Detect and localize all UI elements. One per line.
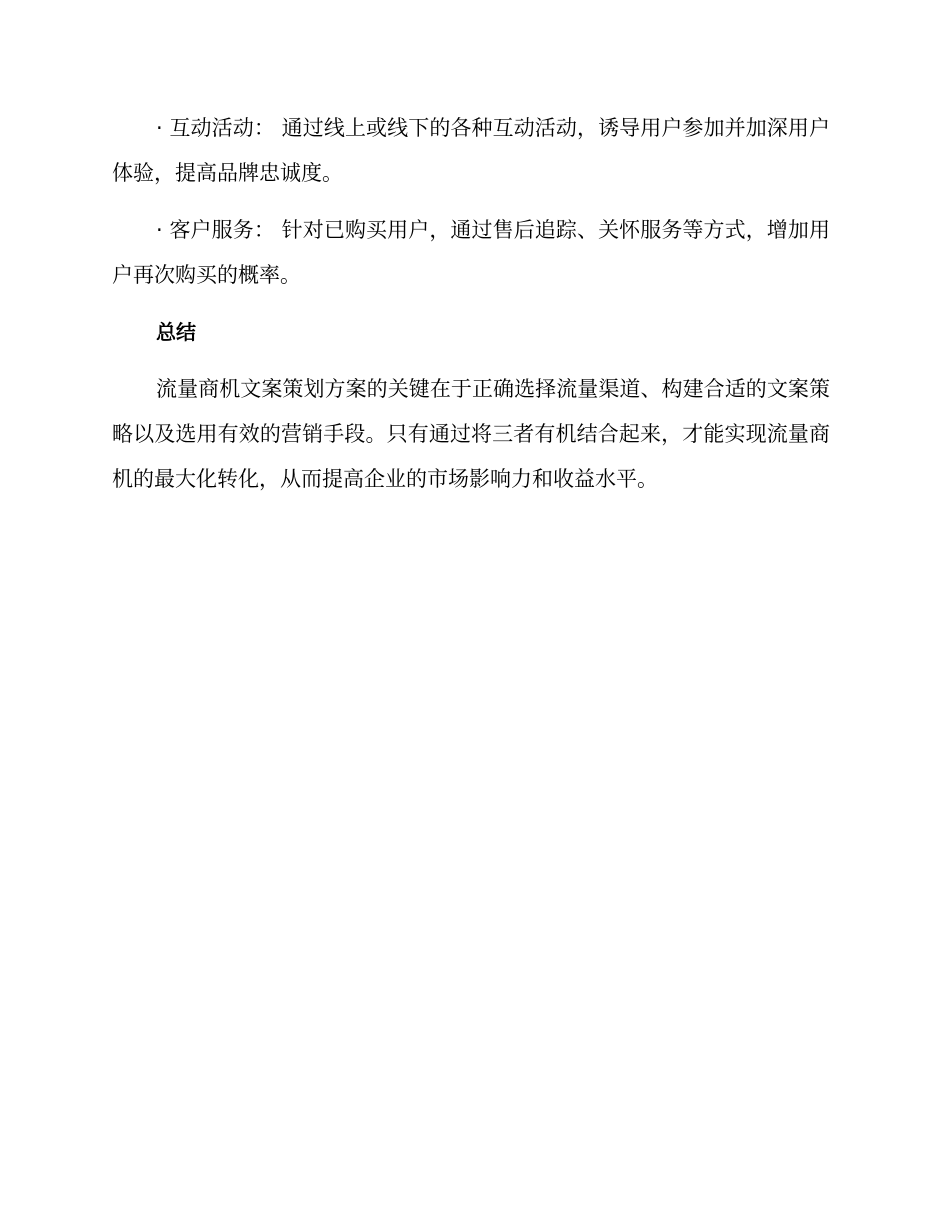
summary-heading: 总结 <box>156 320 196 344</box>
bullet-interactive-activities: · 互动活动： 通过线上或线下的各种互动活动，诱导用户参加并加深用户体验，提高品牌忠诚度。 <box>112 116 830 185</box>
summary-paragraph: 流量商机文案策划方案的关键在于正确选择流量渠道、构建合适的文案策略以及选用有效的营销手段。只有通过将三者有机结合起来，才能实现流量商机的最大化转化，从而提高企业的市场影响力和收益水平。 <box>112 377 830 491</box>
bullet-customer-service: · 客户服务： 针对已购买用户，通过售后追踪、关怀服务等方式，增加用户再次购买的概率。 <box>112 218 830 287</box>
document-page <box>112 106 830 502</box>
